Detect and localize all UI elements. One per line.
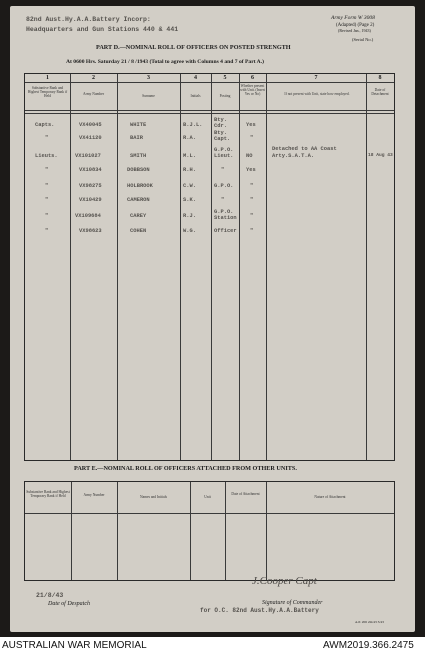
cell-present: NO	[246, 153, 253, 159]
cell-initials: W.G.	[183, 228, 196, 234]
cell-surname: CAMERON	[127, 197, 150, 203]
column-number: 4	[194, 75, 197, 81]
date-line: At 0600 Hrs. Saturday 21 / 8 /1943 (Total to agree with Columns 4 and 7 of Part A.)	[66, 59, 264, 65]
for-oc-stamp: for O.C. 82nd Aust.Hy.A.A.Battery	[200, 607, 319, 614]
part-d-table	[24, 73, 395, 461]
cell-present: "	[250, 213, 254, 219]
header-rank: Substantive Rank and Highest Temporary Rank if Held	[26, 490, 70, 499]
cell-army-number: VX101027	[75, 153, 101, 159]
cell-present: "	[250, 135, 254, 141]
cell-posting: G.P.O. Station	[214, 209, 237, 221]
serial-number: (Serial No.)	[352, 37, 374, 42]
cell-initials: B.J.L.	[183, 122, 203, 128]
header-rank: Substantive Rank and Highest Temporary Rank if Held	[27, 86, 68, 99]
column-number: 8	[378, 75, 382, 81]
part-e-table	[24, 481, 395, 581]
despatch-date-value: 21/8/43	[36, 592, 64, 599]
header-detachment-date: Date of Detachment	[371, 88, 389, 97]
cell-surname: DOBBSON	[127, 167, 150, 173]
header-posting: Posting	[219, 94, 231, 98]
table-rule	[25, 113, 394, 114]
cell-posting: Bty. Capt.	[214, 130, 231, 142]
cell-rank: "	[45, 167, 49, 173]
cell-army-number: VX40045	[79, 122, 102, 128]
cell-army-number: VX41120	[79, 135, 102, 141]
cell-present: "	[250, 197, 254, 203]
column-number: 5	[223, 75, 227, 81]
cell-present: "	[250, 228, 254, 234]
cell-rank: Lieuts.	[35, 153, 58, 159]
header-unit: Unit	[204, 495, 211, 499]
column-divider	[225, 482, 226, 580]
despatch-date-label: Date of Despatch	[48, 601, 90, 607]
cell-rank: "	[45, 197, 49, 203]
unit-name-line2: Headquarters and Gun Stations 440 & 441	[26, 26, 179, 33]
cell-army-number: VX98275	[79, 183, 102, 189]
part-d-title: PART D.—NOMINAL ROLL OF OFFICERS ON POSTED STRENGTH	[96, 44, 291, 51]
printer-code: A.P. 206 2m/43 3/43	[355, 620, 384, 624]
cell-army-number: VX98623	[79, 228, 102, 234]
cell-present: "	[250, 183, 254, 189]
cell-initials: C.W.	[183, 183, 196, 189]
cell-rank: "	[45, 228, 49, 234]
column-divider	[266, 74, 267, 460]
table-rule	[25, 110, 394, 111]
cell-army-number: VX10429	[79, 197, 102, 203]
cell-surname: BAIR	[130, 135, 143, 141]
header-names: Names and Initials	[140, 495, 167, 499]
header-army-number: Army Number	[83, 493, 105, 497]
header-employed: If not present with Unit, state how employed.	[284, 92, 350, 96]
column-number: 1	[46, 75, 49, 81]
signature-label: Signature of Commander	[262, 600, 323, 606]
cell-detachment-date: 18 Aug 43	[368, 153, 393, 158]
column-number: 2	[92, 75, 95, 81]
cell-surname: SMITH	[130, 153, 147, 159]
cell-army-number: VX10834	[79, 167, 102, 173]
cell-posting: G.P.O. Lieut.	[214, 147, 234, 159]
form-revised: (Revised Jan., 1943)	[338, 28, 371, 33]
column-divider	[70, 74, 71, 460]
column-divider	[211, 74, 212, 460]
column-divider	[366, 74, 367, 460]
footer-institution: AUSTRALIAN WAR MEMORIAL	[2, 640, 147, 651]
cell-surname: WHITE	[130, 122, 147, 128]
header-initials: Initials	[190, 94, 201, 98]
cell-posting: "	[221, 167, 225, 173]
column-divider	[180, 74, 181, 460]
table-rule	[25, 513, 394, 514]
column-number: 7	[314, 75, 318, 81]
cell-surname: COHEN	[130, 228, 147, 234]
table-rule	[25, 82, 394, 83]
header-attachment-date: Date of Attachment	[231, 492, 260, 496]
commander-signature: J.Cooper Capt	[252, 575, 317, 587]
cell-initials: R.J.	[183, 213, 196, 219]
cell-initials: R.A.	[183, 135, 196, 141]
cell-posting: G.P.O.	[214, 183, 234, 189]
cell-army-number: VX109684	[75, 213, 101, 219]
header-present: Whether present with Unit. (Insert Yes or No)	[240, 84, 265, 97]
footer-accession-number: AWM2019.366.2475	[323, 640, 414, 651]
cell-rank: "	[45, 135, 49, 141]
cell-employed: Detached to AA Coast Arty.S.A.T.A.	[272, 146, 337, 160]
unit-name-line1: 82nd Aust.Hy.A.A.Battery Incorp:	[26, 16, 151, 23]
cell-surname: HOLBROOK	[127, 183, 153, 189]
cell-posting: Bty. Cdr.	[214, 117, 227, 129]
column-number: 3	[147, 75, 150, 81]
cell-rank: "	[45, 213, 49, 219]
part-e-title: PART E.—NOMINAL ROLL OF OFFICERS ATTACHED FROM OTHER UNITS.	[74, 465, 297, 472]
header-army-number: Army Number	[82, 92, 105, 96]
header-attachment-nature: Nature of Attachment	[314, 495, 346, 499]
cell-posting: Officer	[214, 228, 237, 234]
cell-initials: R.H.	[183, 167, 196, 173]
cell-initials: S.K.	[183, 197, 196, 203]
column-divider	[117, 74, 118, 460]
form-adapted: (Adapted) (Page 2)	[336, 23, 375, 28]
cell-surname: CAREY	[130, 213, 147, 219]
cell-rank: "	[45, 183, 49, 189]
cell-initials: M.L.	[183, 153, 196, 159]
cell-present: Yes	[246, 122, 256, 128]
header-surname: Surname	[142, 94, 155, 98]
cell-rank: Capts.	[35, 122, 55, 128]
column-number: 6	[251, 75, 254, 81]
cell-present: Yes	[246, 167, 256, 173]
cell-posting: "	[221, 197, 225, 203]
form-number: Army Form W 3008	[331, 15, 375, 21]
